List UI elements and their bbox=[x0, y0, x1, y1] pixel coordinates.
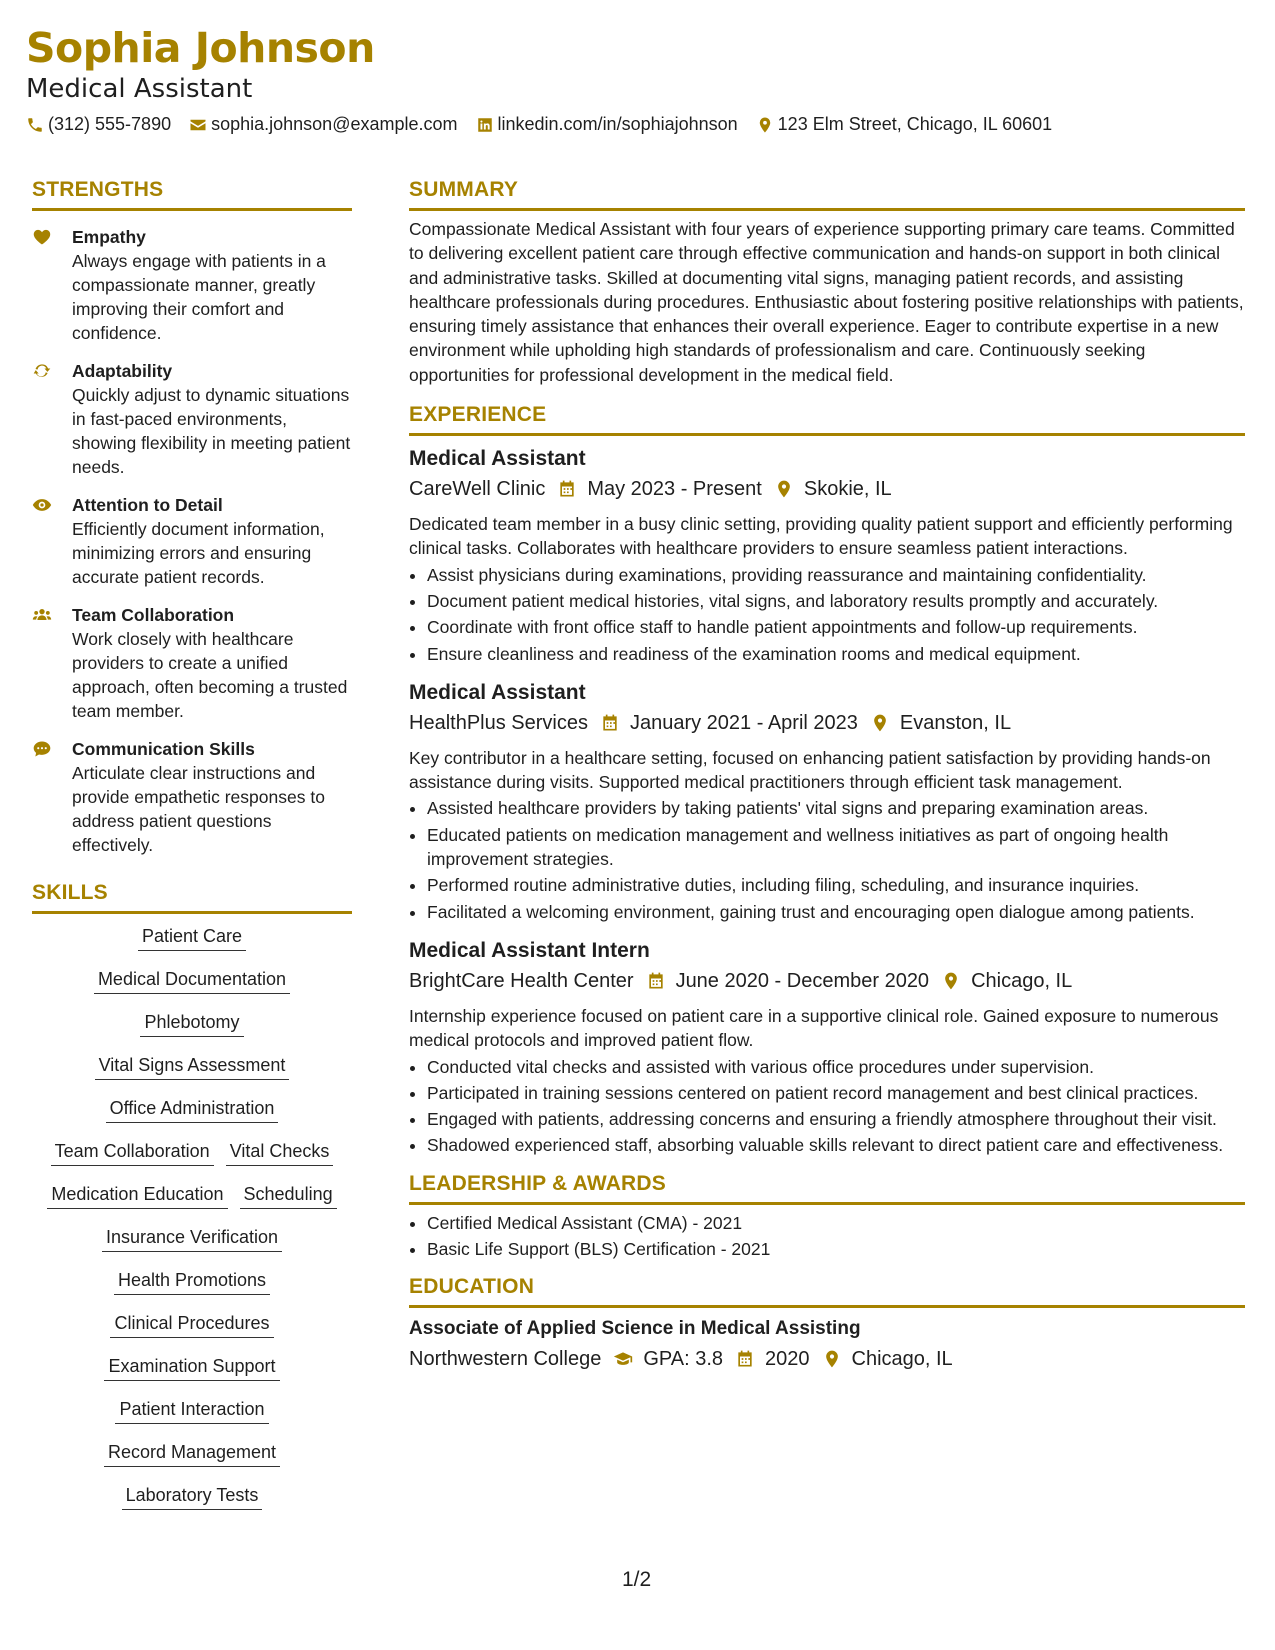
map-pin-icon bbox=[822, 1349, 842, 1369]
strength-title: Communication Skills bbox=[72, 739, 255, 759]
contact-phone-text: (312) 555-7890 bbox=[48, 114, 172, 134]
strength-desc: Efficiently document information, minimizing errors and ensuring accurate patient records. bbox=[72, 519, 325, 587]
graduation-cap-icon bbox=[613, 1349, 633, 1369]
contact-phone[interactable] bbox=[26, 114, 171, 135]
job-title: Medical Assistant Intern bbox=[409, 938, 650, 962]
list-item: • Conducted vital checks and assisted with various office procedures under supervision. bbox=[427, 1055, 1245, 1079]
skill-tag: Health Promotions bbox=[114, 1268, 270, 1295]
right-column bbox=[409, 176, 1245, 1374]
candidate-name: Sophia Johnson bbox=[26, 24, 375, 72]
skill-tag: Patient Interaction bbox=[115, 1397, 268, 1424]
calendar-icon bbox=[735, 1349, 755, 1369]
job-entry bbox=[409, 444, 1245, 666]
strength-item bbox=[32, 737, 352, 857]
job-location: Chicago, IL bbox=[971, 969, 1073, 992]
contact-address-text: 123 Elm Street, Chicago, IL 60601 bbox=[777, 114, 1053, 134]
education-location: Chicago, IL bbox=[851, 1348, 953, 1371]
strength-title: Team Collaboration bbox=[72, 605, 235, 625]
skill-tag: Vital Checks bbox=[226, 1139, 334, 1166]
envelope-icon bbox=[189, 116, 207, 134]
strength-desc: Always engage with patients in a compassionate manner, greatly improving their comfort and confidence. bbox=[72, 251, 326, 343]
strength-item bbox=[32, 493, 352, 589]
list-item: • Shadowed experienced staff, absorbing valuable skills relevant to direct patient care and effectiveness. bbox=[427, 1133, 1245, 1157]
strength-item bbox=[32, 225, 352, 345]
education-gpa: GPA: 3.8 bbox=[643, 1348, 723, 1371]
experience-heading: EXPERIENCE bbox=[409, 401, 1245, 436]
skill-tag: Team Collaboration bbox=[51, 1139, 214, 1166]
contact-email[interactable] bbox=[189, 114, 457, 135]
education-meta bbox=[409, 1344, 1245, 1374]
heart-icon bbox=[32, 227, 52, 247]
map-pin-icon bbox=[774, 479, 794, 499]
linkedin-icon bbox=[476, 116, 494, 134]
job-entry bbox=[409, 936, 1245, 1158]
contact-linkedin[interactable] bbox=[476, 114, 738, 135]
job-bullets bbox=[409, 563, 1245, 666]
job-bullets bbox=[409, 1055, 1245, 1158]
skill-tag: Clinical Procedures bbox=[110, 1311, 273, 1338]
job-entry bbox=[409, 678, 1245, 924]
list-item: • Basic Life Support (BLS) Certification - 2021 bbox=[427, 1237, 1245, 1261]
contact-linkedin-text: linkedin.com/in/sophiajohnson bbox=[497, 114, 738, 134]
map-pin-icon bbox=[941, 971, 961, 991]
job-meta bbox=[409, 966, 1245, 996]
list-item: • Ensure cleanliness and readiness of the examination rooms and medical equipment. bbox=[427, 642, 1245, 666]
list-item: • Coordinate with front office staff to handle patient appointments and follow-up requirements. bbox=[427, 615, 1245, 639]
skill-tag: Vital Signs Assessment bbox=[95, 1053, 290, 1080]
chat-icon bbox=[32, 739, 52, 759]
job-bullets bbox=[409, 796, 1245, 923]
skills-list bbox=[32, 924, 352, 1526]
sync-icon bbox=[32, 361, 52, 381]
strength-desc: Quickly adjust to dynamic situations in fast-paced environments, showing flexibility in meeting patient needs. bbox=[72, 385, 351, 477]
list-item: • Assist physicians during examinations, providing reassurance and maintaining confidentiality. bbox=[427, 563, 1245, 587]
strengths-heading: STRENGTHS bbox=[32, 176, 352, 211]
job-description: Internship experience focused on patient care in a supportive clinical role. Gained exposure to numerous medical protocols and improved patient flow. bbox=[409, 1005, 1219, 1051]
degree-title: Associate of Applied Science in Medical Assisting bbox=[409, 1318, 861, 1340]
list-item: • Certified Medical Assistant (CMA) - 2021 bbox=[427, 1211, 1245, 1235]
list-item: • Educated patients on medication management and wellness initiatives as part of ongoing health improvement strategies. bbox=[427, 823, 1245, 872]
calendar-icon bbox=[600, 713, 620, 733]
summary-text: Compassionate Medical Assistant with four years of experience supporting primary care teams. Committed to delivering excellent patient care through effective communication and hands-on support in both clinical and administrative tasks. Skilled at documenting vital signs, managing patient records, and assisting healthcare professionals during procedures. Enthusiastic about fostering positive relationships with patients, ensuring timely assistance that enhances their overall experience. Eager to contribute expertise in a new environment while upholding high standards of professionalism and care. Continuously seeking opportunities for professional development in the medical field. bbox=[409, 219, 1244, 385]
list-item: • Participated in training sessions centered on patient record management and best clinical practices. bbox=[427, 1081, 1245, 1105]
job-company: CareWell Clinic bbox=[409, 478, 546, 501]
job-title: Medical Assistant bbox=[409, 447, 586, 471]
strength-item bbox=[32, 603, 352, 723]
contact-address bbox=[756, 114, 1053, 135]
candidate-role: Medical Assistant bbox=[26, 74, 253, 104]
education-heading: EDUCATION bbox=[409, 1273, 1245, 1308]
job-location: Evanston, IL bbox=[899, 711, 1012, 734]
skill-tag: Patient Care bbox=[138, 924, 246, 951]
list-item: • Assisted healthcare providers by taking patients' vital signs and preparing examination areas. bbox=[427, 796, 1245, 820]
education-entry bbox=[409, 1314, 1245, 1374]
job-company: HealthPlus Services bbox=[409, 711, 588, 734]
awards-heading: LEADERSHIP & AWARDS bbox=[409, 1170, 1245, 1205]
job-dates: January 2021 - April 2023 bbox=[629, 711, 858, 734]
skill-tag: Phlebotomy bbox=[140, 1010, 243, 1037]
resume-header bbox=[26, 22, 1246, 135]
job-dates: May 2023 - Present bbox=[587, 478, 762, 501]
skill-tag: Record Management bbox=[104, 1440, 280, 1467]
job-title: Medical Assistant bbox=[409, 680, 586, 704]
map-pin-icon bbox=[756, 116, 774, 134]
skill-tag: Office Administration bbox=[106, 1096, 279, 1123]
calendar-icon bbox=[646, 971, 666, 991]
job-meta bbox=[409, 708, 1245, 738]
job-location: Skokie, IL bbox=[803, 478, 892, 501]
skill-tag: Insurance Verification bbox=[102, 1225, 282, 1252]
job-dates: June 2020 - December 2020 bbox=[675, 969, 930, 992]
skill-tag: Medication Education bbox=[47, 1182, 227, 1209]
strength-title: Attention to Detail bbox=[72, 495, 223, 515]
list-item: • Document patient medical histories, vital signs, and laboratory results promptly and accurately. bbox=[427, 589, 1245, 613]
job-description: Key contributor in a healthcare setting, focused on enhancing patient satisfaction by providing hands-on assistance during visits. Supported medical practitioners through efficient task management. bbox=[409, 747, 1211, 793]
job-meta bbox=[409, 474, 1245, 504]
left-column bbox=[32, 176, 352, 1526]
skill-tag: Examination Support bbox=[104, 1354, 279, 1381]
strength-desc: Work closely with healthcare providers to create a unified approach, often becoming a trusted team member. bbox=[72, 629, 348, 721]
job-company: BrightCare Health Center bbox=[409, 969, 634, 992]
users-icon bbox=[32, 605, 52, 625]
strength-title: Empathy bbox=[72, 227, 146, 247]
awards-list bbox=[409, 1211, 1245, 1262]
strength-item bbox=[32, 359, 352, 479]
contact-bar bbox=[26, 114, 1246, 135]
skills-heading: SKILLS bbox=[32, 879, 352, 914]
phone-icon bbox=[26, 116, 44, 134]
school-name: Northwestern College bbox=[409, 1348, 602, 1371]
page-number: 1/2 bbox=[622, 1568, 652, 1591]
calendar-icon bbox=[557, 479, 577, 499]
strength-title: Adaptability bbox=[72, 361, 173, 381]
summary-heading: SUMMARY bbox=[409, 176, 1245, 211]
job-description: Dedicated team member in a busy clinic setting, providing quality patient support and efficiently performing clinical tasks. Collaborates with healthcare providers to ensure seamless patient interactions. bbox=[409, 514, 1233, 559]
education-year: 2020 bbox=[765, 1348, 810, 1371]
map-pin-icon bbox=[870, 713, 890, 733]
skill-tag: Laboratory Tests bbox=[122, 1483, 263, 1510]
strength-desc: Articulate clear instructions and provide empathetic responses to address patient questions effectively. bbox=[72, 763, 325, 855]
skill-tag: Medical Documentation bbox=[94, 967, 290, 994]
eye-icon bbox=[32, 495, 52, 515]
list-item: • Performed routine administrative duties, including filing, scheduling, and insurance inquiries. bbox=[427, 873, 1245, 897]
list-item: • Facilitated a welcoming environment, gaining trust and encouraging open dialogue among patients. bbox=[427, 900, 1245, 924]
skill-tag: Scheduling bbox=[240, 1182, 337, 1209]
contact-email-text: sophia.johnson@example.com bbox=[211, 114, 458, 134]
list-item: • Engaged with patients, addressing concerns and ensuring a friendly atmosphere throughout their visit. bbox=[427, 1107, 1245, 1131]
